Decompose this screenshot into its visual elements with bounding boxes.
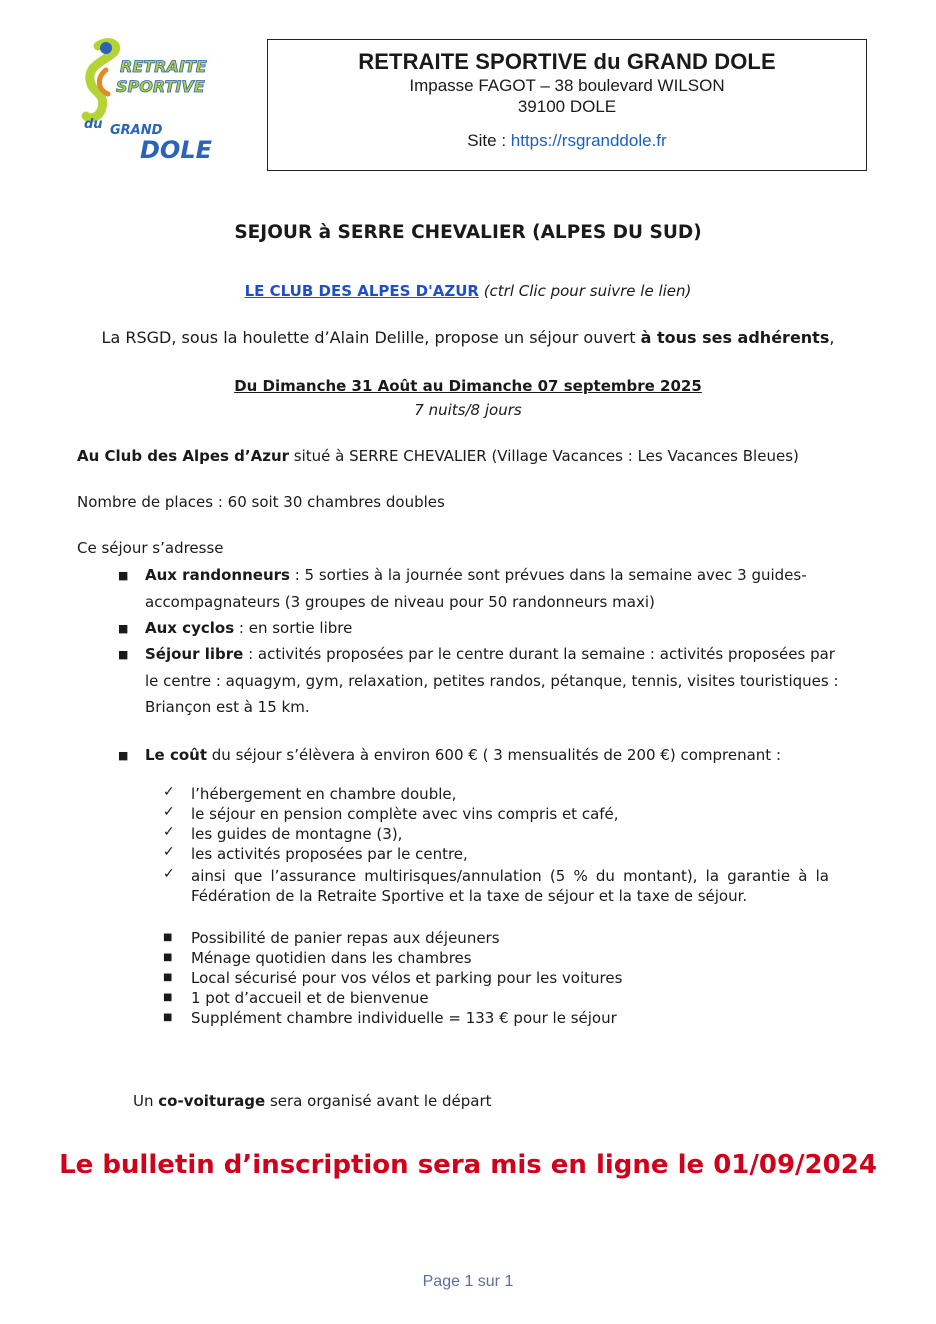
logo-word-4: GRAND bbox=[110, 123, 163, 138]
club-link-note: (ctrl Clic pour suivre le lien) bbox=[478, 282, 692, 300]
logo-word-2: SPORTIVE bbox=[116, 77, 205, 96]
carpool-note bbox=[133, 1092, 492, 1110]
bullet-icon: ■ bbox=[163, 932, 173, 943]
site-label: Site : bbox=[467, 131, 511, 150]
cost-label: Le coût bbox=[145, 746, 207, 764]
logo-word-5: DOLE bbox=[140, 136, 213, 164]
bullet-icon: ■ bbox=[118, 749, 129, 762]
extra-item: 1 pot d’accueil et de bienvenue bbox=[191, 989, 429, 1007]
included-item: l’hébergement en chambre double, bbox=[191, 785, 457, 803]
audience-item-hikers bbox=[145, 562, 845, 615]
audience-item-text: : en sortie libre bbox=[234, 619, 353, 637]
audience-item-text: : activités proposées par le centre durant la semaine : activités proposées par le centre : aquagym, gym, relaxation, petites randos, pétanque, tennis, visites touristiques : Briançon est à 15 km. bbox=[145, 645, 839, 716]
org-title: RETRAITE SPORTIVE du GRAND DOLE bbox=[358, 49, 776, 74]
bullet-icon: ■ bbox=[163, 972, 173, 983]
places-count: Nombre de places : 60 soit 30 chambres doubles bbox=[77, 493, 445, 511]
bullet-icon: ■ bbox=[118, 569, 129, 582]
checkmark-icon: ✓ bbox=[163, 824, 175, 840]
logo-graphic bbox=[76, 36, 236, 166]
extra-item: Supplément chambre individuelle = 133 € pour le séjour bbox=[191, 1009, 617, 1027]
bullet-icon: ■ bbox=[118, 648, 129, 661]
club-name: Au Club des Alpes d’Azur bbox=[77, 447, 290, 465]
page-number: Page 1 sur 1 bbox=[422, 1273, 514, 1290]
bullet-icon: ■ bbox=[118, 622, 129, 635]
registration-announcement: Le bulletin d’inscription sera mis en ligne le 01/09/2024 bbox=[59, 1150, 877, 1180]
club-location-text: situé à SERRE CHEVALIER (Village Vacances : Les Vacances Bleues) bbox=[289, 447, 799, 465]
intro-text: La RSGD, sous la houlette d’Alain Delille, propose un séjour ouvert bbox=[101, 328, 641, 347]
bullet-icon: ■ bbox=[163, 1012, 173, 1023]
org-address: Impasse FAGOT – 38 boulevard WILSON bbox=[409, 76, 725, 95]
cost-line bbox=[145, 742, 845, 769]
club-location bbox=[77, 447, 799, 465]
club-link[interactable]: LE CLUB DES ALPES D'AZUR bbox=[244, 282, 479, 300]
audience-item-label: Séjour libre bbox=[145, 645, 244, 663]
included-item: les guides de montagne (3), bbox=[191, 825, 403, 843]
checkmark-icon: ✓ bbox=[163, 844, 175, 860]
extra-item: Local sécurisé pour vos vélos et parking pour les voitures bbox=[191, 969, 623, 987]
stay-dates: Du Dimanche 31 Août au Dimanche 07 septembre 2025 bbox=[234, 377, 702, 395]
checkmark-icon: ✓ bbox=[163, 784, 175, 800]
header-box bbox=[267, 39, 867, 171]
included-item: ainsi que l’assurance multirisques/annulation (5 % du montant), la garantie à la Fédération de la Retraite Sportive et la taxe de séjour et la taxe de séjour. bbox=[191, 867, 829, 905]
org-site bbox=[268, 131, 866, 151]
included-item: les activités proposées par le centre, bbox=[191, 845, 468, 863]
bullet-icon: ■ bbox=[163, 952, 173, 963]
audience-item-free-stay bbox=[145, 641, 845, 721]
extra-item: Ménage quotidien dans les chambres bbox=[191, 949, 472, 967]
page-title: SEJOUR à SERRE CHEVALIER (ALPES DU SUD) bbox=[234, 222, 702, 243]
intro-paragraph bbox=[0, 328, 936, 347]
stay-nights: 7 nuits/8 jours bbox=[414, 401, 522, 419]
logo-word-3: du bbox=[84, 117, 103, 132]
club-link-line bbox=[0, 282, 936, 300]
checkmark-icon: ✓ bbox=[163, 866, 175, 882]
carpool-bold: co-voiturage bbox=[158, 1092, 266, 1110]
logo-word-1: RETRAITE bbox=[120, 57, 207, 76]
logo bbox=[76, 36, 236, 166]
org-city: 39100 DOLE bbox=[517, 97, 617, 116]
audience-item-cyclists bbox=[145, 615, 845, 642]
audience-item-text: : 5 sorties à la journée sont prévues dans la semaine avec 3 guides-accompagnateurs (3 groupes de niveau pour 50 randonneurs maxi) bbox=[145, 566, 807, 611]
cost-text: du séjour s’élèvera à environ 600 € ( 3 mensualités de 200 €) comprenant : bbox=[207, 746, 782, 764]
audience-item-label: Aux randonneurs bbox=[145, 566, 290, 584]
bullet-icon: ■ bbox=[163, 992, 173, 1003]
audience-item-label: Aux cyclos bbox=[145, 619, 235, 637]
included-item: le séjour en pension complète avec vins compris et café, bbox=[191, 805, 619, 823]
checkmark-icon: ✓ bbox=[163, 804, 175, 820]
site-link[interactable]: https://rsgranddole.fr bbox=[510, 131, 667, 150]
audience-intro: Ce séjour s’adresse bbox=[77, 539, 224, 557]
carpool-post: sera organisé avant le départ bbox=[265, 1092, 492, 1110]
extra-item: Possibilité de panier repas aux déjeuners bbox=[191, 929, 500, 947]
carpool-pre: Un bbox=[133, 1092, 159, 1110]
intro-bold: à tous ses adhérents bbox=[640, 328, 830, 347]
intro-end: , bbox=[829, 328, 835, 347]
